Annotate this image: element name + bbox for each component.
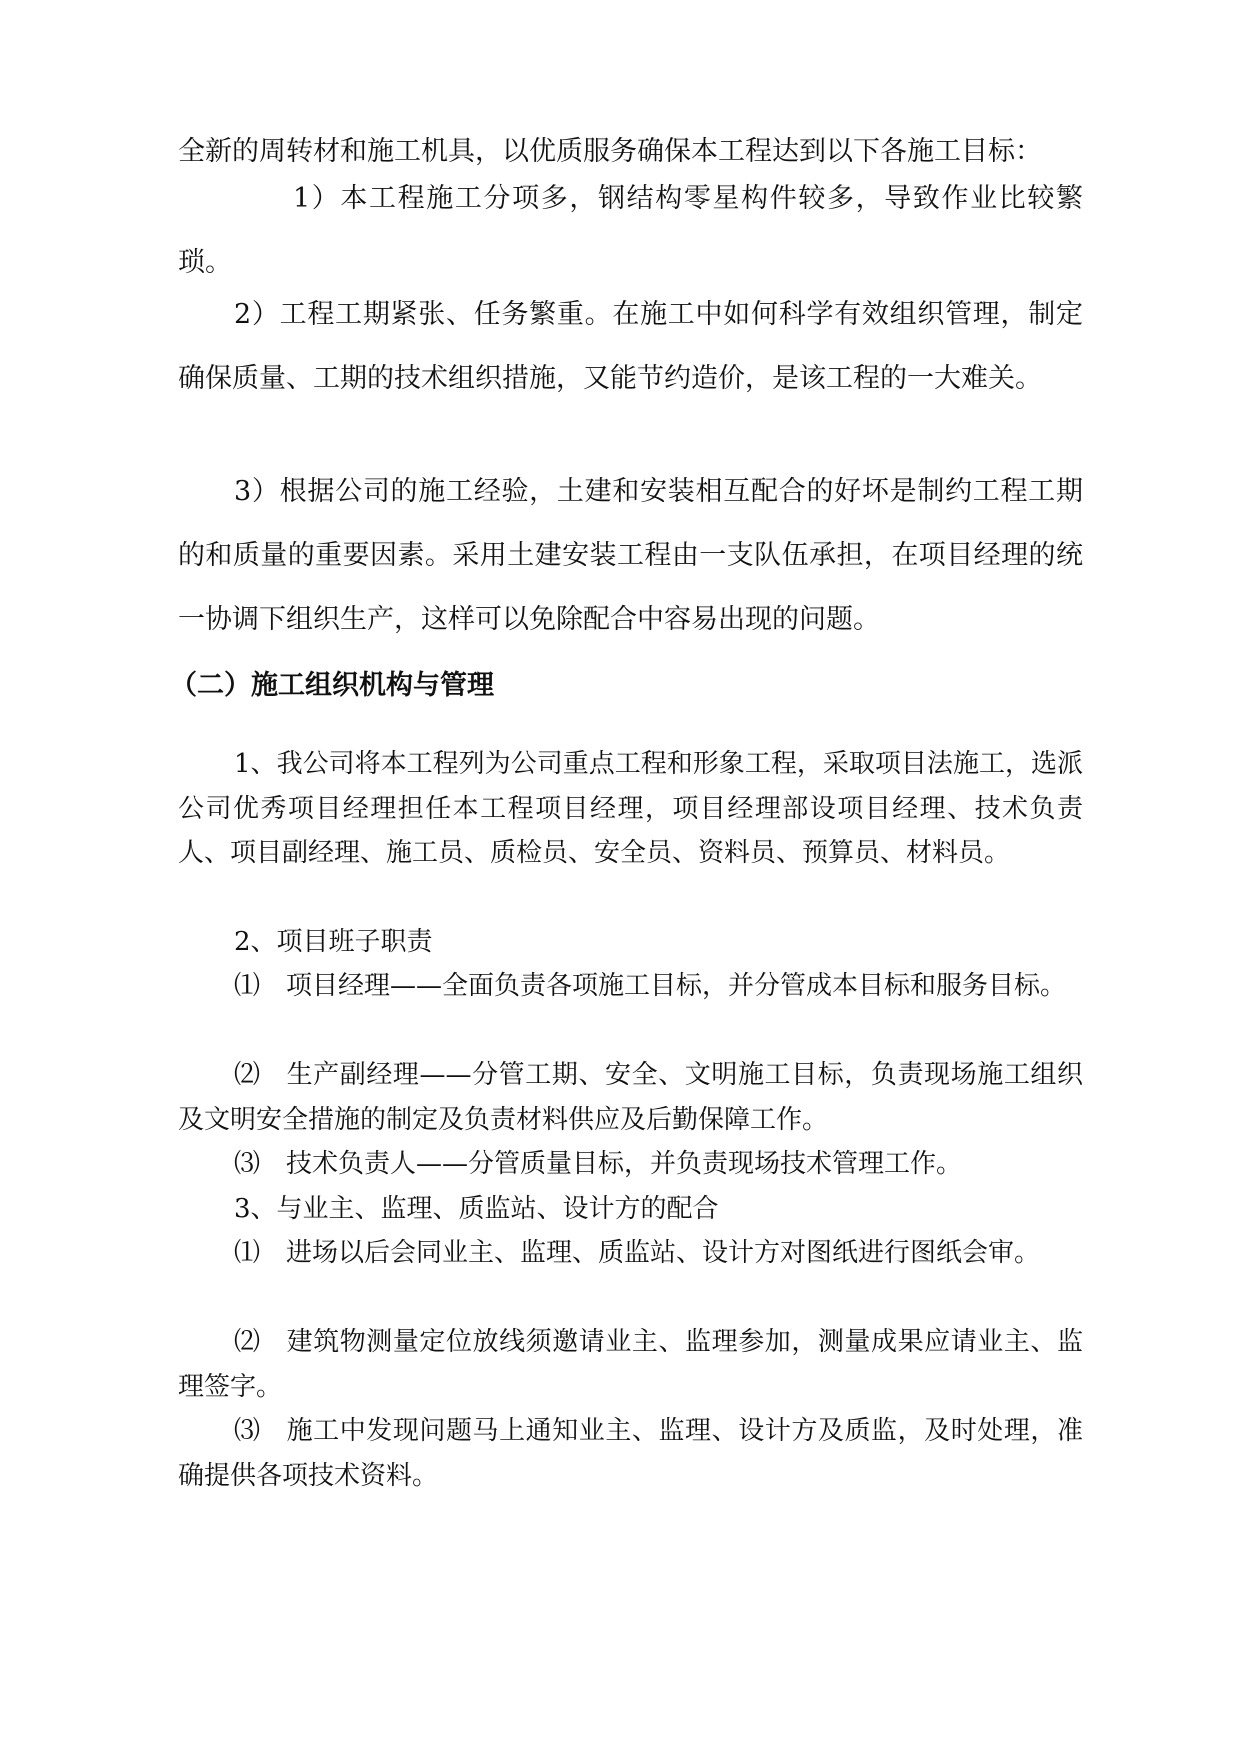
coop-text-3: 施工中发现问题马上通知业主、监理、设计方及质监，及时处理，准确提供各项技术资料。 bbox=[178, 1416, 1083, 1491]
duty-number-3: ⑶ bbox=[234, 1149, 261, 1179]
coop-number-2: ⑵ bbox=[234, 1327, 261, 1357]
duty-text-3: 技术负责人——分管质量目标，并负责现场技术管理工作。 bbox=[286, 1149, 963, 1179]
paragraph-coop-title: 3、与业主、监理、质监站、设计方的配合 bbox=[234, 1194, 719, 1224]
duty-item-1 bbox=[178, 964, 1083, 1009]
coop-text-1: 进场以后会同业主、监理、质监站、设计方对图纸进行图纸会审。 bbox=[286, 1238, 1041, 1268]
coop-item-2 bbox=[178, 1320, 1083, 1409]
paragraph-item-2: 2）工程工期紧张、任务繁重。在施工中如何科学有效组织管理，制定确保质量、工期的技术组织措施，又能节约造价，是该工程的一大难关。 bbox=[178, 299, 1083, 394]
duty-item-2 bbox=[178, 1053, 1083, 1142]
section-heading: （二）施工组织机构与管理 bbox=[170, 670, 494, 701]
coop-item-1 bbox=[178, 1231, 1083, 1276]
coop-item-3 bbox=[178, 1409, 1083, 1498]
paragraph-continuation: 全新的周转材和施工机具，以优质服务确保本工程达到以下各施工目标： bbox=[178, 136, 1042, 167]
duty-text-1: 项目经理——全面负责各项施工目标，并分管成本目标和服务目标。 bbox=[286, 971, 1067, 1001]
paragraph-item-1: 1）本工程施工分项多，钢结构零星构件较多，导致作业比较繁琐。 bbox=[178, 183, 1083, 278]
paragraph-item-3: 3）根据公司的施工经验，土建和安装相互配合的好坏是制约工程工期的和质量的重要因素。采用土建安装工程由一支队伍承担，在项目经理的统一协调下组织生产，这样可以免除配合中容易出现的问题。 bbox=[178, 476, 1083, 635]
duty-item-3 bbox=[178, 1142, 1083, 1187]
duty-number-2: ⑵ bbox=[234, 1060, 261, 1090]
paragraph-duties-title: 2、项目班子职责 bbox=[234, 927, 433, 957]
duty-text-2: 生产副经理——分管工期、安全、文明施工目标，负责现场施工组织及文明安全措施的制定及负责材料供应及后勤保障工作。 bbox=[178, 1060, 1083, 1135]
coop-number-1: ⑴ bbox=[234, 1238, 261, 1268]
paragraph-org: 1、我公司将本工程列为公司重点工程和形象工程，采取项目法施工，选派公司优秀项目经理担任本工程项目经理，项目经理部设项目经理、技术负责人、项目副经理、施工员、质检员、安全员、资料员、预算员、材料员。 bbox=[178, 749, 1083, 868]
coop-number-3: ⑶ bbox=[234, 1416, 261, 1446]
coop-text-2: 建筑物测量定位放线须邀请业主、监理参加，测量成果应请业主、监理签字。 bbox=[178, 1327, 1083, 1402]
duty-number-1: ⑴ bbox=[234, 971, 261, 1001]
